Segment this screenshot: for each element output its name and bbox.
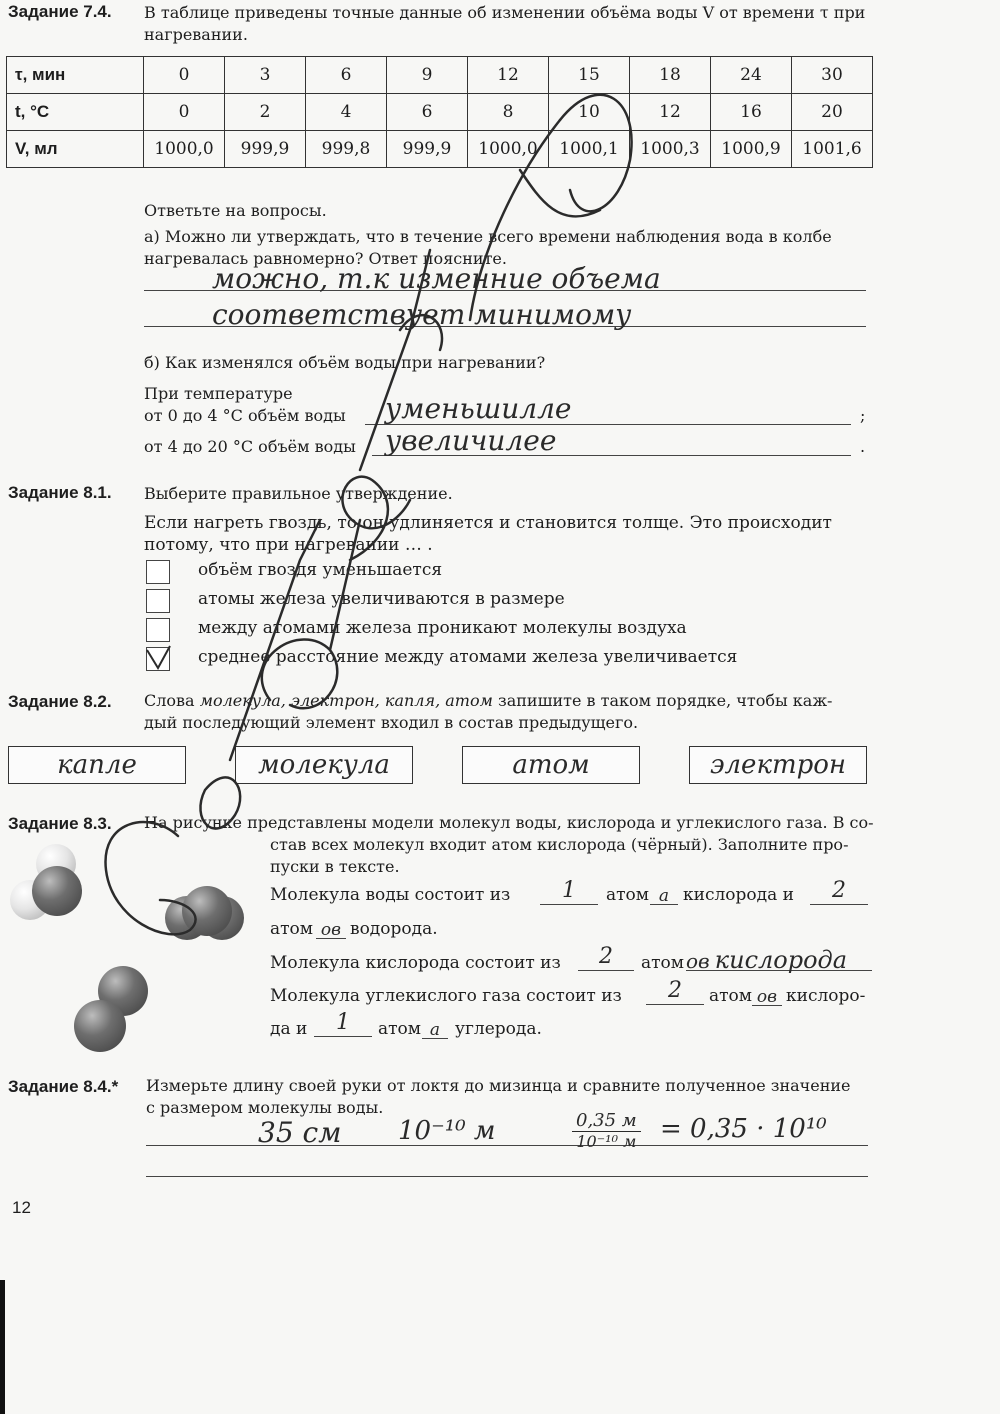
option-label: среднее расстояние между атомами железа увеличивается: [198, 647, 738, 667]
blank-water-hydrogen-count[interactable]: [810, 878, 868, 905]
option-checkbox[interactable]: [146, 589, 170, 613]
table-row: [7, 57, 873, 94]
handwritten-value: ов: [686, 949, 710, 973]
stem-line: Если нагреть гвоздь, то он удлиняется и становится толще. Это происходит: [144, 513, 832, 533]
handwritten-answer-a1[interactable]: можно, т.к изменние объема: [212, 262, 661, 295]
option-checkbox[interactable]: [146, 618, 170, 642]
table-cell: 30: [792, 57, 873, 94]
co2-sentence-part: да и: [270, 1019, 308, 1039]
table-cell: 1000,0: [468, 131, 549, 168]
table-cell: 6: [387, 94, 468, 131]
question-b-line1: от 0 до 4 °C объём воды: [144, 406, 346, 425]
prompt-line: с размером молекулы воды.: [146, 1098, 384, 1117]
blank-water-suffix-2[interactable]: [316, 920, 346, 939]
blank-oxygen-count[interactable]: [578, 944, 634, 971]
task-8-2-prompt: [144, 690, 874, 734]
answer-box-1[interactable]: [8, 746, 186, 784]
scan-edge: [0, 1280, 5, 1414]
table-cell: 16: [711, 94, 792, 131]
table-cell: 3: [225, 57, 306, 94]
blank-co2-oxygen-count[interactable]: [646, 978, 704, 1005]
co2-sentence-part: углерода.: [455, 1019, 542, 1039]
handwritten-value: а: [658, 886, 670, 906]
question-b-line2: от 4 до 20 °C объём воды: [144, 437, 356, 456]
handwritten-value: 2: [832, 878, 846, 903]
prompt-text: дый последующий элемент входил в состав предыдущего.: [144, 713, 639, 732]
intro-line: пуски в тексте.: [270, 857, 400, 876]
handwritten-length[interactable]: 35 см: [258, 1116, 342, 1149]
table-cell: 12: [468, 57, 549, 94]
table-cell: 2: [225, 94, 306, 131]
task-8-4-prompt: [146, 1075, 876, 1119]
table-cell: 15: [549, 57, 630, 94]
table-cell: 999,9: [387, 131, 468, 168]
blank-oxygen-rest[interactable]: [686, 946, 872, 974]
table-cell: 0: [144, 57, 225, 94]
fraction-numerator: 0,35 м: [572, 1110, 641, 1132]
table-cell: 8: [468, 94, 549, 131]
handwritten-value: 2: [668, 978, 682, 1003]
task-8-3-intro-1: На рисунке представлены модели молекул воды, кислорода и углекислого газа. В со-: [144, 813, 874, 832]
intro-line: В таблице приведены точные данные об изменении объёма воды V от времени τ при: [144, 3, 866, 22]
water-sentence-part: атом: [270, 919, 313, 939]
task-8-4-label: Задание 8.4.*: [8, 1077, 119, 1096]
task-8-1-prompt: Выберите правильное утверждение.: [144, 484, 453, 503]
table-cell: 6: [306, 57, 387, 94]
water-sentence-part: атом: [606, 885, 649, 905]
option-label: между атомами железа проникают молекулы воздуха: [198, 618, 687, 638]
handwritten-answer-b1[interactable]: уменьшилле: [385, 392, 572, 425]
carbon-atom: [182, 886, 232, 936]
table-cell: 0: [144, 94, 225, 131]
question-a-line: нагревалась равномерно? Ответ поясните.: [144, 249, 507, 268]
data-table: [6, 56, 873, 168]
table-row: [7, 94, 873, 131]
semicolon: ;: [860, 406, 866, 425]
co2-sentence-part: Молекула углекислого газа состоит из: [270, 986, 622, 1006]
answer-box-3[interactable]: [462, 746, 640, 784]
handwritten-value: 2: [599, 944, 613, 969]
blank-water-oxygen-count[interactable]: [540, 878, 598, 905]
table-row-header: τ, мин: [7, 57, 144, 94]
page-number: 12: [12, 1198, 31, 1217]
handwritten-value: а: [429, 1020, 441, 1040]
handwritten-value: 1: [336, 1010, 350, 1035]
handwritten-value: кислорода: [714, 946, 848, 974]
answer-line: [146, 1176, 868, 1177]
option-label: объём гвоздя уменьшается: [198, 560, 443, 580]
table-cell: 4: [306, 94, 387, 131]
task-8-1-label: Задание 8.1.: [8, 483, 112, 502]
task-7-4-intro: [144, 2, 874, 46]
table-cell: 1001,6: [792, 131, 873, 168]
question-a-line: а) Можно ли утверждать, что в течение всего времени наблюдения вода в колбе: [144, 227, 832, 246]
stem-line: потому, что при нагревании … .: [144, 535, 433, 555]
oxygen-atom: [32, 866, 82, 916]
co2-sentence-part: атом: [709, 986, 752, 1006]
handwritten-result[interactable]: = 0,35 · 10¹⁰: [660, 1114, 827, 1144]
handwritten-value: ов: [320, 920, 342, 940]
option-checkbox[interactable]: [146, 560, 170, 584]
water-sentence-part: водорода.: [350, 919, 438, 939]
answer-box-4[interactable]: [689, 746, 867, 784]
handwritten-value: ов: [756, 987, 778, 1007]
table-cell: 1000,3: [630, 131, 711, 168]
table-cell: 20: [792, 94, 873, 131]
blank-co2-suffix-2[interactable]: [422, 1020, 448, 1039]
blank-water-suffix-1[interactable]: [650, 886, 678, 905]
question-b-temp: При температуре: [144, 384, 293, 403]
blank-co2-suffix-1[interactable]: [752, 987, 782, 1006]
answer-line: [146, 1145, 868, 1146]
table-cell: 9: [387, 57, 468, 94]
task-8-1-stem: [144, 512, 874, 556]
answer-box-text: электрон: [709, 750, 847, 780]
water-sentence-part: Молекула воды состоит из: [270, 885, 511, 905]
intro-line: нагревании.: [144, 25, 248, 44]
handwritten-value: 1: [562, 878, 576, 903]
handwritten-fraction[interactable]: [572, 1110, 641, 1151]
table-cell: 1000,1: [549, 131, 630, 168]
period: .: [860, 437, 866, 456]
oxygen-atom: [74, 1000, 126, 1052]
table-cell: 24: [711, 57, 792, 94]
co2-sentence-part: атом: [378, 1019, 421, 1039]
table-cell: 1000,9: [711, 131, 792, 168]
answer-box-text: молекула: [258, 750, 390, 780]
handwritten-answer-b2[interactable]: увеличилее: [385, 424, 557, 457]
oxygen-sentence-part: Молекула кислорода состоит из: [270, 953, 561, 973]
table-row: [7, 131, 873, 168]
table-cell: 10: [549, 94, 630, 131]
water-sentence-part: кислорода и: [683, 885, 794, 905]
prompt-words: молекула, электрон, капля, атом: [199, 691, 493, 710]
table-cell: 999,9: [225, 131, 306, 168]
table-row-header: V, мл: [7, 131, 144, 168]
oxygen-sentence-part: атом: [641, 953, 684, 973]
handwritten-molecule-size[interactable]: 10⁻¹⁰ м: [398, 1116, 496, 1146]
blank-co2-carbon-count[interactable]: [314, 1010, 372, 1037]
option-checkbox[interactable]: [146, 647, 170, 671]
table-cell: 1000,0: [144, 131, 225, 168]
answer-box-2[interactable]: [235, 746, 413, 784]
task-8-2-label: Задание 8.2.: [8, 692, 112, 711]
table-cell: 18: [630, 57, 711, 94]
table-row-header: t, °C: [7, 94, 144, 131]
answer-box-text: капле: [57, 750, 137, 780]
co2-sentence-part: кислоро-: [786, 986, 866, 1006]
intro-line: став всех молекул входит атом кислорода (чёрный). Заполните про-: [270, 835, 849, 854]
option-label: атомы железа увеличиваются в размере: [198, 589, 565, 609]
question-b: б) Как изменялся объём воды при нагревании?: [144, 353, 546, 372]
prompt-text: Слова: [144, 691, 195, 710]
table-cell: 12: [630, 94, 711, 131]
task-8-3-label: Задание 8.3.: [8, 814, 112, 833]
questions-title: Ответьте на вопросы.: [144, 201, 327, 220]
prompt-text: запишите в таком порядке, чтобы каж-: [497, 691, 833, 710]
fraction-denominator: 10⁻¹⁰ м: [576, 1132, 637, 1151]
task-8-3-intro-2: [270, 834, 870, 878]
handwritten-answer-a2[interactable]: соответствует минимому: [212, 298, 632, 331]
table-cell: 999,8: [306, 131, 387, 168]
task-7-4-label: Задание 7.4.: [8, 2, 112, 21]
prompt-line: Измерьте длину своей руки от локтя до мизинца и сравните полученное значение: [146, 1076, 851, 1095]
answer-box-text: атом: [512, 750, 590, 780]
